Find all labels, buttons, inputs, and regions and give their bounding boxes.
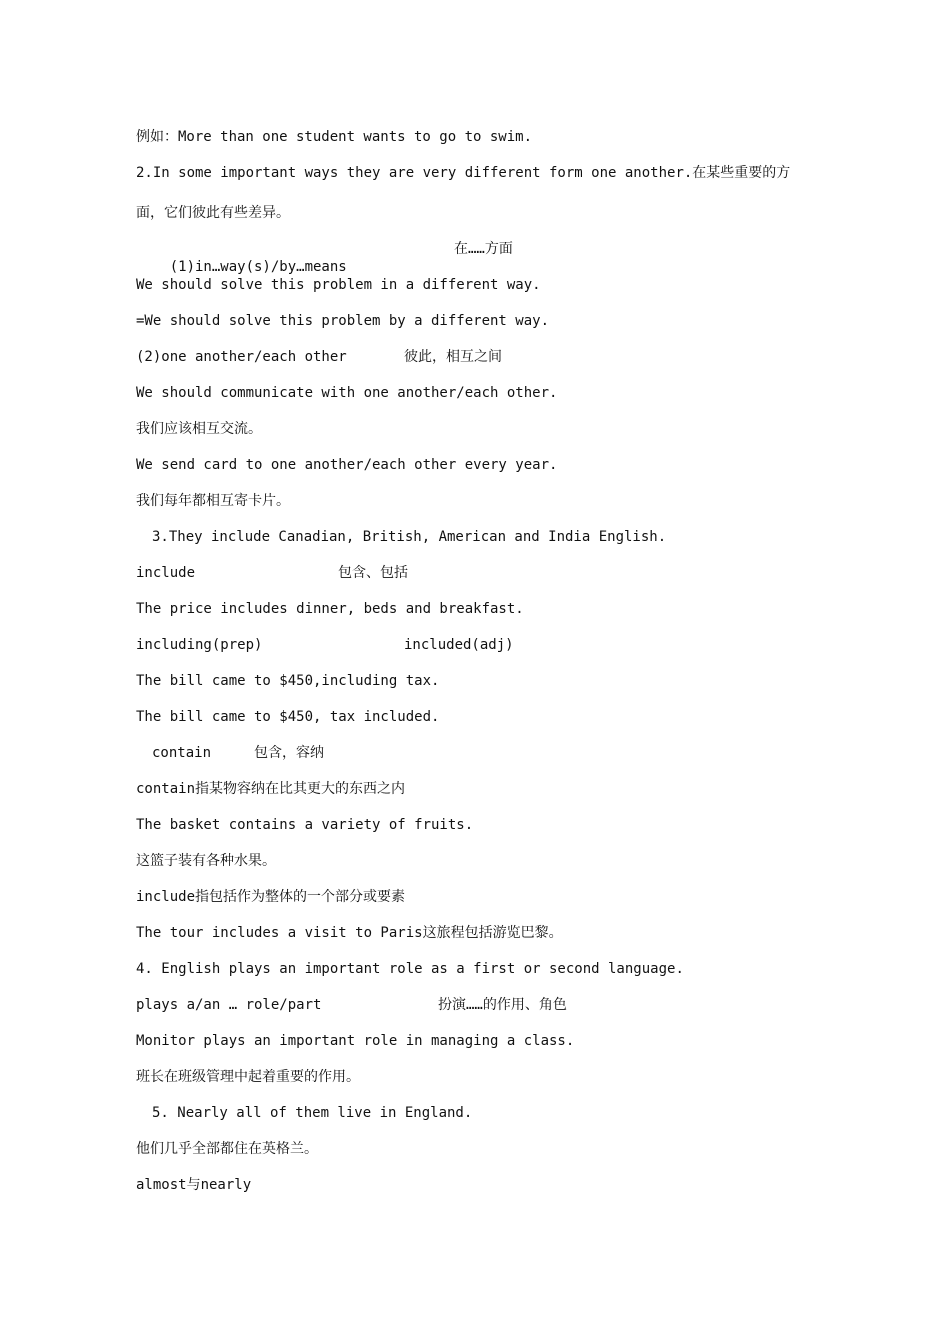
text-line: We should solve this problem in a different way.: [136, 277, 541, 293]
text-line: Monitor plays an important role in managing a class.: [136, 1033, 575, 1049]
text-line: 班长在班级管理中起着重要的作用。: [136, 1069, 360, 1085]
text-line: contain指某物容纳在比其更大的东西之内: [136, 781, 406, 797]
text-line: We send card to one another/each other every year.: [136, 457, 558, 473]
text-line: include指包括作为整体的一个部分或要素: [136, 889, 406, 905]
text-line: 面，它们彼此有些差异。: [136, 205, 290, 221]
text-line: =We should solve this problem by a different way.: [136, 313, 550, 329]
text-line: 4. English plays an important role as a first or second language.: [136, 961, 684, 977]
text-line: 我们应该相互交流。: [136, 421, 262, 437]
text-line: 2.In some important ways they are very different form one another.在某些重要的方: [136, 165, 791, 181]
text-line: The bill came to $450,including tax.: [136, 673, 440, 689]
text-line: The price includes dinner, beds and breakfast.: [136, 601, 524, 617]
text-line: almost与nearly: [136, 1177, 252, 1193]
term: plays a/an … role/part: [136, 997, 322, 1013]
term: include: [136, 565, 196, 581]
definition: 包含，容纳: [254, 745, 324, 761]
text-line: 3.They include Canadian, British, American and India English.: [152, 529, 667, 545]
term: (2)one another/each other: [136, 349, 347, 365]
term: contain: [152, 745, 212, 761]
definition: 彼此，相互之间: [404, 349, 502, 365]
term: (1)in…way(s)/by…means: [169, 259, 347, 275]
text-line: 例如：More than one student wants to go to swim.: [136, 129, 533, 145]
term: included(adj): [404, 637, 514, 653]
text-line: The tour includes a visit to Paris这旅程包括游览巴黎。: [136, 925, 563, 941]
text-line: 我们每年都相互寄卡片。: [136, 493, 290, 509]
definition: 包含、包括: [338, 565, 408, 581]
definition: 扮演……的作用、角色: [438, 997, 567, 1013]
text-line: 5. Nearly all of them live in England.: [152, 1105, 473, 1121]
text-line: The bill came to $450, tax included.: [136, 709, 440, 725]
text-line: 这篮子装有各种水果。: [136, 853, 276, 869]
text-line: 他们几乎全部都住在英格兰。: [136, 1141, 318, 1157]
text-line: The basket contains a variety of fruits.: [136, 817, 474, 833]
text-line: We should communicate with one another/each other.: [136, 385, 558, 401]
definition: 在……方面: [454, 241, 513, 257]
term: including(prep): [136, 637, 263, 653]
